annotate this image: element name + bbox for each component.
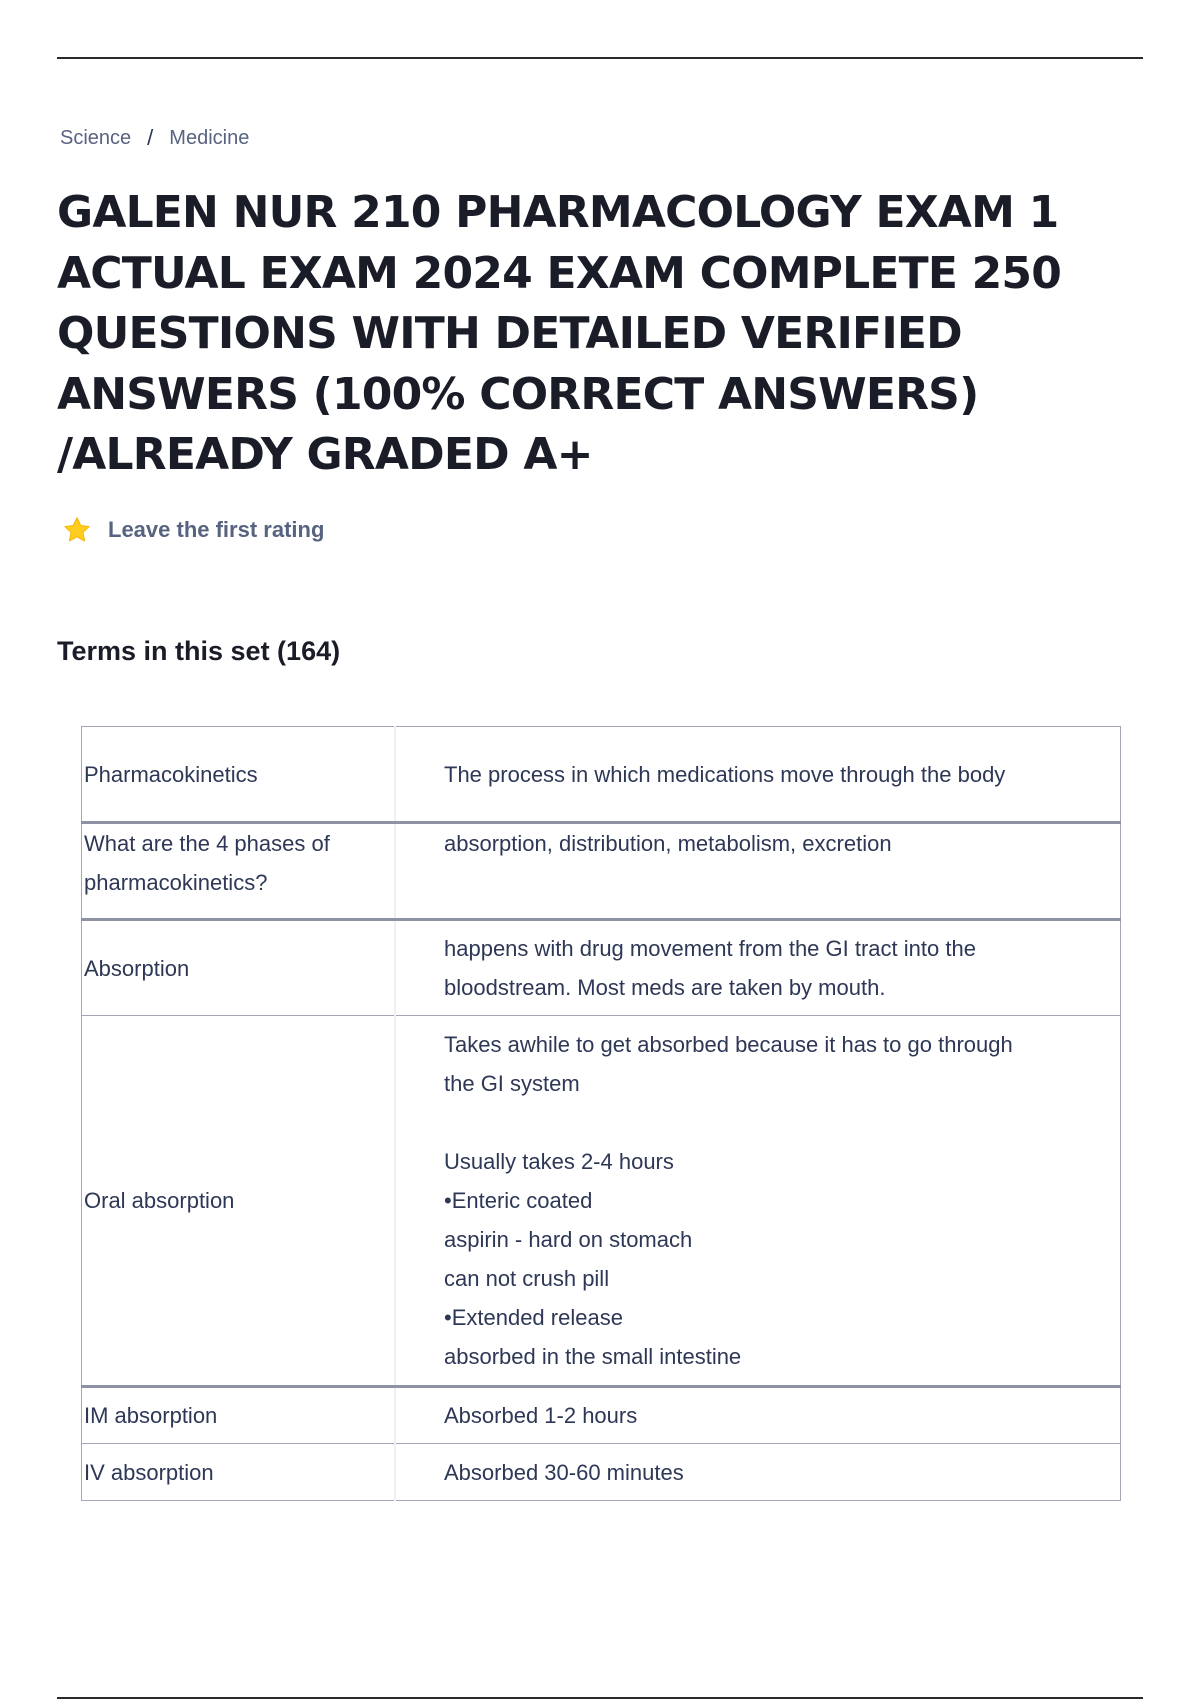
table-row bbox=[82, 823, 1121, 920]
top-divider bbox=[57, 57, 1143, 59]
term-cell: Absorption bbox=[82, 920, 396, 1016]
term-cell: What are the 4 phases of pharmacokinetics? bbox=[82, 823, 396, 920]
term-cell: IV absorption bbox=[82, 1444, 396, 1501]
table-row bbox=[82, 727, 1121, 823]
table-row bbox=[82, 1016, 1121, 1387]
rating-label: Leave the first rating bbox=[108, 517, 325, 542]
definition-cell: Absorbed 1-2 hours bbox=[395, 1387, 1121, 1444]
term-cell: IM absorption bbox=[82, 1387, 396, 1444]
star-icon bbox=[62, 515, 92, 545]
term-cell: Pharmacokinetics bbox=[82, 727, 396, 823]
bottom-divider bbox=[57, 1697, 1143, 1699]
definition-cell: absorption, distribution, metabolism, excretion bbox=[395, 823, 1121, 920]
breadcrumb-separator: / bbox=[147, 125, 154, 150]
breadcrumb-link-medicine[interactable]: Medicine bbox=[169, 126, 250, 149]
terms-table bbox=[81, 726, 1121, 1501]
page-title: GALEN NUR 210 PHARMACOLOGY EXAM 1 ACTUAL EXAM 2024 EXAM COMPLETE 250 QUESTIONS WITH DETAILED VERIFIED ANSWERS (100% CORRECT ANSWERS) /ALREADY GRADED A+ bbox=[57, 187, 1062, 480]
breadcrumb bbox=[60, 125, 249, 151]
table-row bbox=[82, 1444, 1121, 1501]
term-cell: Oral absorption bbox=[82, 1016, 396, 1387]
terms-heading: Terms in this set (164) bbox=[57, 636, 341, 666]
table-row bbox=[82, 920, 1121, 1016]
breadcrumb-link-science[interactable]: Science bbox=[60, 126, 132, 149]
table-row bbox=[82, 1387, 1121, 1444]
definition-cell: The process in which medications move through the body bbox=[444, 761, 1006, 787]
definition-cell: Absorbed 30-60 minutes bbox=[395, 1444, 1121, 1501]
definition-cell: Takes awhile to get absorbed because it has to go through the GI system Usually takes 2-4 hours •Enteric coated aspirin - hard on stomach can not crush pill •Extended release absorbed in the small intestine bbox=[395, 1016, 1121, 1387]
rating-prompt[interactable] bbox=[62, 515, 324, 545]
definition-cell: happens with drug movement from the GI tract into the bloodstream. Most meds are taken by mouth. bbox=[395, 920, 1121, 1016]
